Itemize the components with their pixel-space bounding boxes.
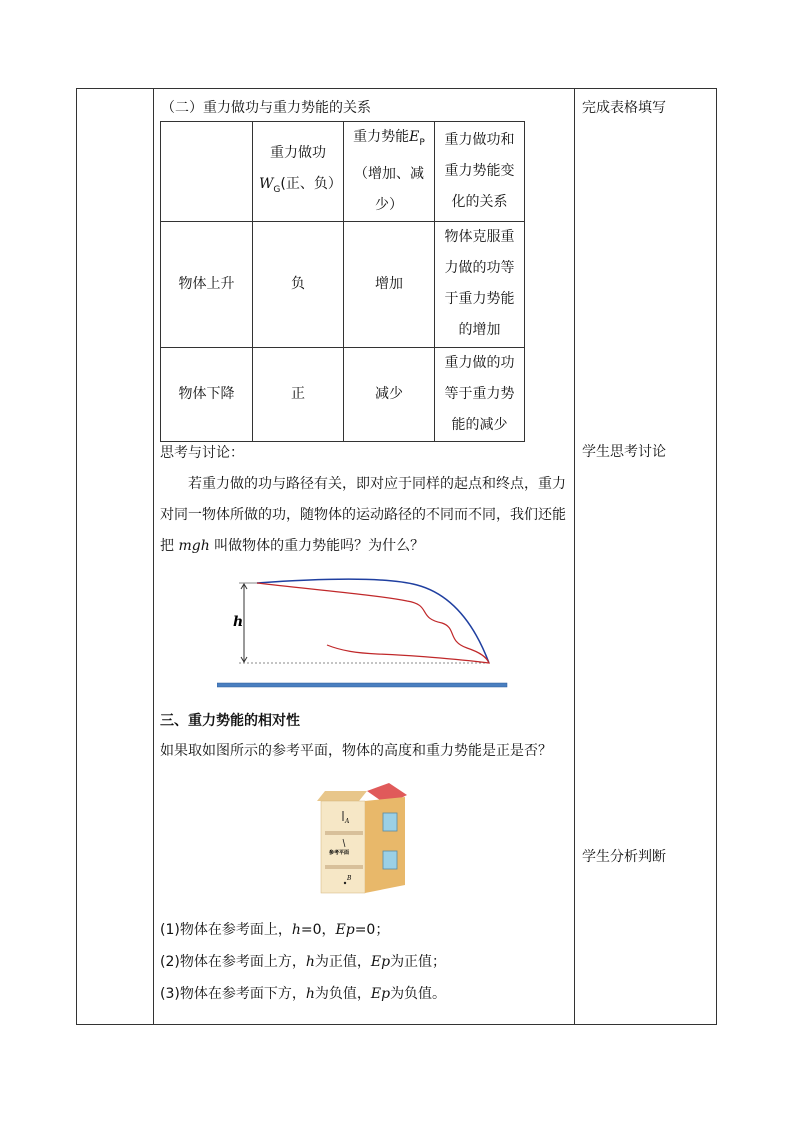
table-row <box>161 347 525 441</box>
house-illustration <box>317 783 417 901</box>
header-energy: 重力势能$E_P$ （增加、减 少） <box>344 122 435 222</box>
floor-lower <box>325 865 363 869</box>
list-item: (3)物体在参考面下方，h为负值，Ep为负值。 <box>160 986 447 1002</box>
house-top <box>317 791 367 801</box>
lesson-table <box>76 88 717 1025</box>
row-label: 物体上升 <box>161 221 253 347</box>
path-diagram <box>217 573 517 691</box>
list-item: (2)物体在参考面上方，h为正值，Ep为正值； <box>160 954 447 970</box>
row-relation: 重力做的功 等于重力势 能的减少 <box>435 347 525 441</box>
house-side <box>365 797 405 893</box>
table-cell-empty <box>161 122 253 222</box>
section3-question: 如果取如图所示的参考平面，物体的高度和重力势能是正是否？ <box>160 743 552 759</box>
table-row <box>161 221 525 347</box>
note-think-discuss: 学生思考讨论 <box>582 444 666 460</box>
work-energy-table <box>160 121 525 442</box>
column-divider-left <box>153 89 154 1024</box>
column-divider-right <box>574 89 575 1024</box>
ref-plane-label: 参考平面 <box>329 850 350 856</box>
floor-upper <box>325 831 363 835</box>
curve-red <box>257 583 489 663</box>
window-upper <box>383 813 397 831</box>
row-energy: 增加 <box>344 221 435 347</box>
window-lower <box>383 851 397 869</box>
row-label: 物体下降 <box>161 347 253 441</box>
point-a-label: A <box>345 818 350 825</box>
section-title: （二）重力做功与重力势能的关系 <box>161 100 371 116</box>
section3-heading: 三、重力势能的相对性 <box>160 713 300 729</box>
row-work: 负 <box>253 221 344 347</box>
row-work: 正 <box>253 347 344 441</box>
point-b-dot <box>344 882 346 884</box>
think-body: 若重力做的功与路径有关，即对应于同样的起点和终点，重力对同一物体所做的功，随物体的运动路径的不同而不同，我们还能把 mgh 叫做物体的重力势能吗？为什么？ <box>160 476 566 554</box>
row-energy: 减少 <box>344 347 435 441</box>
list-item: (1)物体在参考面上，h=0，Ep=0； <box>160 922 390 938</box>
table-header-row <box>161 122 525 222</box>
think-title: 思考与讨论： <box>160 445 244 461</box>
header-work: 重力做功 $W_G$(正、负） <box>253 122 344 222</box>
header-relation: 重力做功和 重力势能变 化的关系 <box>435 122 525 222</box>
note-fill-table: 完成表格填写 <box>582 100 666 116</box>
note-analyze-judge: 学生分析判断 <box>582 849 666 865</box>
ground-bar <box>217 683 507 687</box>
row-relation: 物体克服重 力做的功等 于重力势能 的增加 <box>435 221 525 347</box>
curve-blue <box>257 579 489 663</box>
h-label: h <box>233 614 244 630</box>
point-b-label: B <box>347 875 352 882</box>
